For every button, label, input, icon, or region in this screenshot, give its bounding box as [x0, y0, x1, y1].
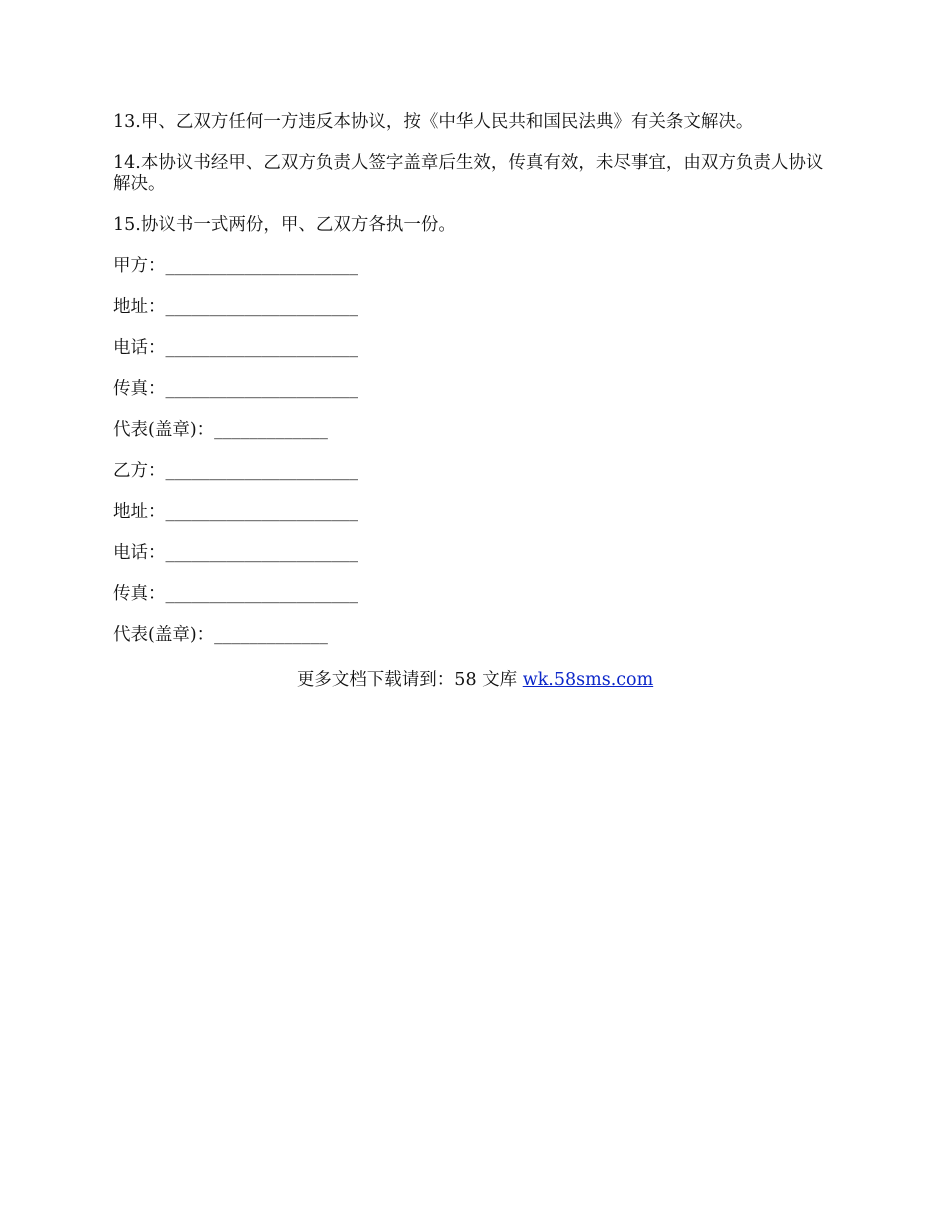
document-body	[113, 112, 828, 666]
clause-15: 15.协议书一式两份，甲、乙双方各执一份。	[113, 215, 456, 235]
download-footer	[0, 670, 950, 691]
party-b-representative-field: 代表(盖章)：_____________	[113, 625, 328, 645]
clause-14: 14.本协议书经甲、乙双方负责人签字盖章后生效，传真有效，未尽事宜，由双方负责人协议解决。	[113, 153, 824, 194]
party-b-address-field: 地址：______________________	[113, 502, 358, 522]
party-a-fax-field: 传真：______________________	[113, 379, 358, 399]
party-b-phone-field: 电话：______________________	[113, 543, 358, 563]
party-b-fax-field: 传真：______________________	[113, 584, 358, 604]
website-link[interactable]: wk.58sms.com	[522, 670, 654, 690]
party-a-phone-field: 电话：______________________	[113, 338, 358, 358]
clause-13: 13.甲、乙双方任何一方违反本协议，按《中华人民共和国民法典》有关条文解决。	[113, 112, 754, 132]
party-a-field: 甲方：______________________	[113, 256, 358, 276]
party-a-address-field: 地址：______________________	[113, 297, 358, 317]
party-b-field: 乙方：______________________	[113, 461, 358, 481]
footer-text: 更多文档下载请到：58 文库	[296, 670, 523, 690]
party-a-representative-field: 代表(盖章)：_____________	[113, 420, 328, 440]
